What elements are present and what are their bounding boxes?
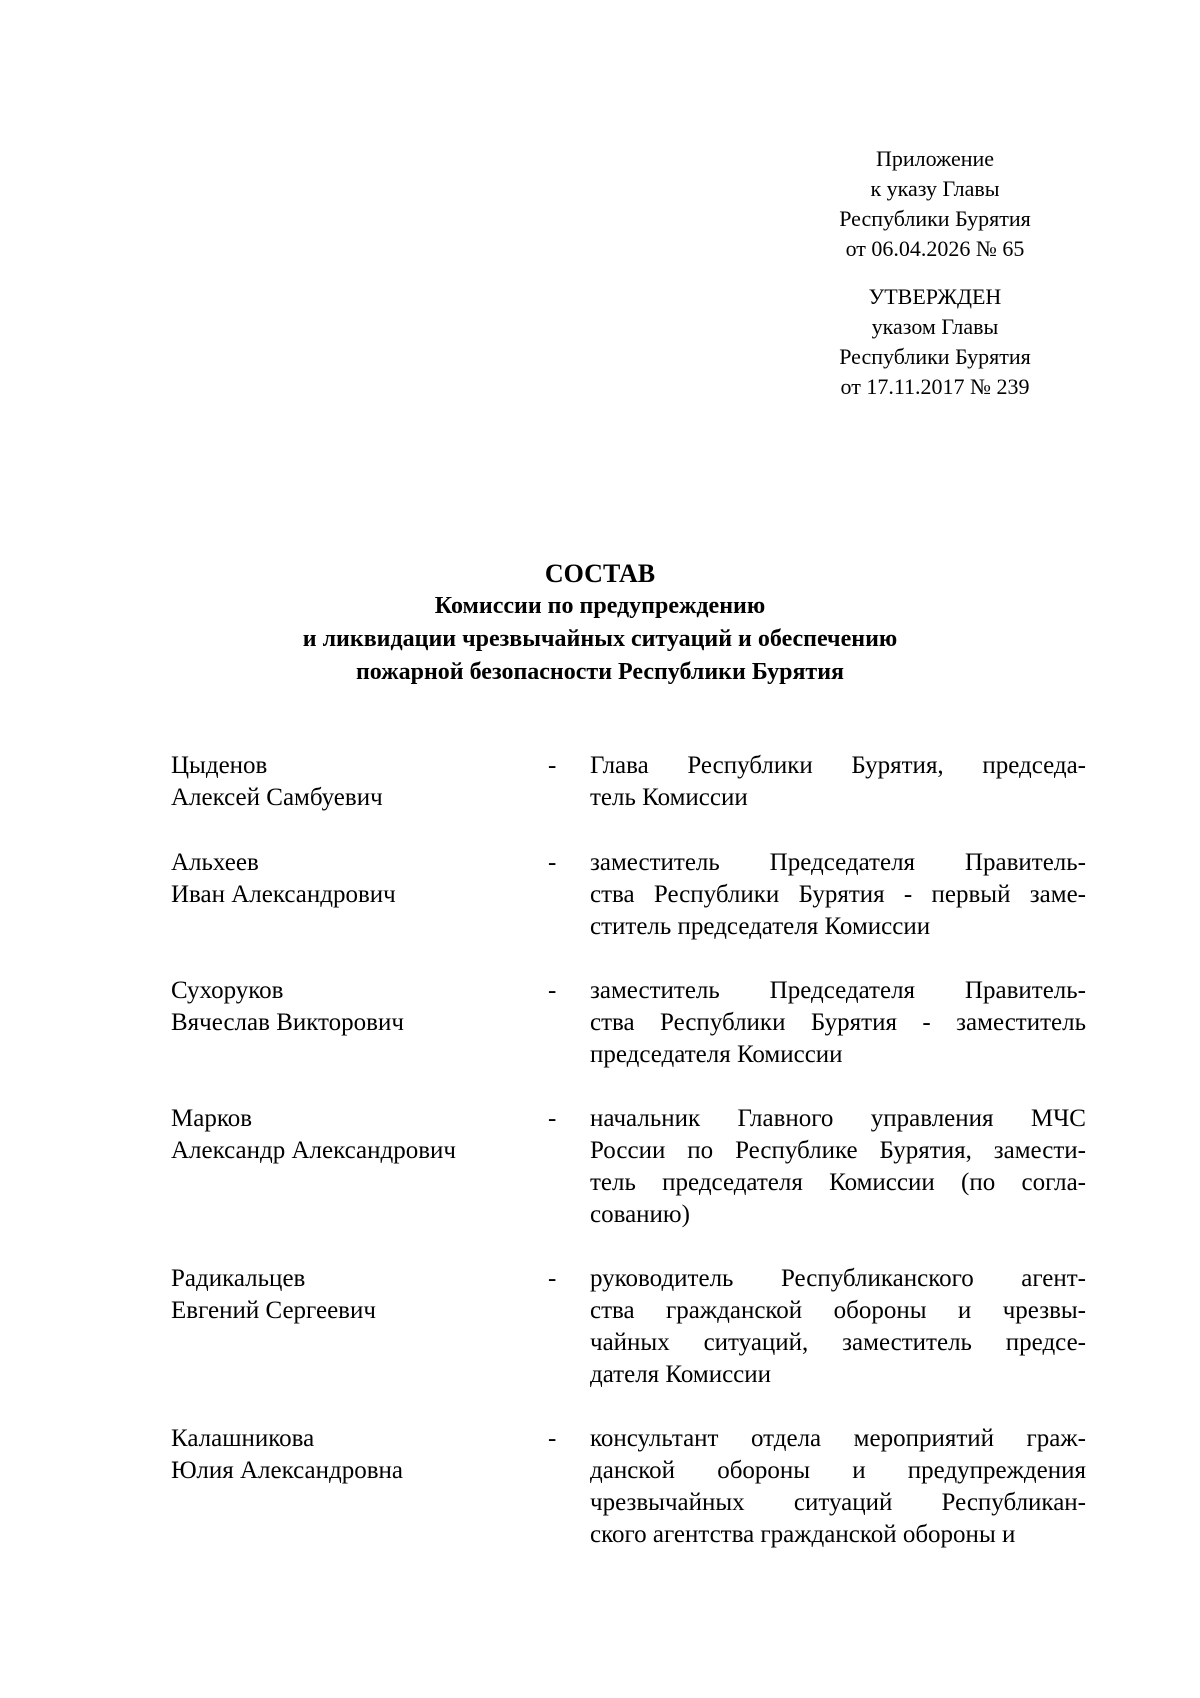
title-line: Комиссии по предупреждению	[434, 593, 766, 619]
member-role-line: сованию)	[590, 1201, 690, 1228]
approval-note	[800, 282, 1070, 402]
approval-line: УТВЕРЖДЕН	[868, 284, 1002, 309]
member-name	[171, 1103, 561, 1167]
member-role-line: Глава Республики Бурятия, председа-	[590, 752, 1086, 779]
member-role-line: ства Республики Бурятия - заместитель	[590, 1009, 1086, 1036]
document-title	[0, 557, 1200, 689]
member-role-line: чайных ситуаций, заместитель предсе-	[590, 1329, 1086, 1356]
member-surname: Альхеев	[171, 849, 259, 876]
member-given-names: Вячеслав Викторович	[171, 1009, 404, 1036]
appendix-line: Республики Бурятия	[839, 206, 1031, 231]
member-role	[590, 750, 1086, 814]
member-role-line: ститель председателя Комиссии	[590, 913, 931, 940]
member-surname: Калашникова	[171, 1425, 315, 1452]
member-role-line: консультант отдела мероприятий граж-	[590, 1425, 1086, 1452]
member-given-names: Алексей Самбуевич	[171, 784, 383, 811]
member-role-line: России по Республике Бурятия, замести-	[590, 1137, 1086, 1164]
appendix-line: к указу Главы	[870, 176, 1000, 201]
member-given-names: Иван Александрович	[171, 881, 396, 908]
member-role	[590, 1103, 1086, 1231]
member-role-line: дателя Комиссии	[590, 1361, 772, 1388]
member-name	[171, 1263, 561, 1327]
member-role-line: руководитель Республиканского агент-	[590, 1265, 1086, 1292]
member-dash: -	[548, 1425, 557, 1452]
appendix-line: Приложение	[875, 146, 995, 171]
member-role-line: председателя Комиссии	[590, 1041, 843, 1068]
member-role-line: заместитель Председателя Правитель-	[590, 977, 1086, 1004]
member-role-line: ства гражданской обороны и чрезвы-	[590, 1297, 1086, 1324]
member-given-names: Юлия Александровна	[171, 1457, 403, 1484]
title-line: и ликвидации чрезвычайных ситуаций и обеспечению	[302, 626, 898, 652]
approval-line: от 17.11.2017 № 239	[840, 374, 1030, 399]
member-role-line: тель председателя Комиссии (по согла-	[590, 1169, 1086, 1196]
member-name	[171, 750, 561, 814]
member-dash: -	[548, 1105, 557, 1132]
member-role-line: начальник Главного управления МЧС	[590, 1105, 1086, 1132]
member-role	[590, 847, 1086, 943]
member-role-line: ского агентства гражданской обороны и	[590, 1521, 1016, 1548]
member-dash: -	[548, 752, 557, 779]
title-line: пожарной безопасности Республики Бурятия	[355, 659, 845, 685]
member-surname: Сухоруков	[171, 977, 284, 1004]
member-role-line: заместитель Председателя Правитель-	[590, 849, 1086, 876]
member-surname: Радикальцев	[171, 1265, 306, 1292]
member-role-line: ства Республики Бурятия - первый заме-	[590, 881, 1086, 908]
member-role	[590, 1423, 1086, 1551]
member-name	[171, 975, 561, 1039]
approval-line: указом Главы	[871, 314, 999, 339]
member-role	[590, 975, 1086, 1071]
member-role-line: чрезвычайных ситуаций Республикан-	[590, 1489, 1086, 1516]
approval-line: Республики Бурятия	[839, 344, 1031, 369]
title-main: СОСТАВ	[544, 559, 656, 588]
member-role	[590, 1263, 1086, 1391]
member-given-names: Евгений Сергеевич	[171, 1297, 376, 1324]
member-dash: -	[548, 1265, 557, 1292]
member-surname: Цыденов	[171, 752, 268, 779]
member-role-line: тель Комиссии	[590, 784, 748, 811]
member-dash: -	[548, 977, 557, 1004]
member-name	[171, 847, 561, 911]
appendix-line: от 06.04.2026 № 65	[845, 236, 1025, 261]
member-name	[171, 1423, 561, 1487]
member-surname: Марков	[171, 1105, 253, 1132]
member-dash: -	[548, 849, 557, 876]
member-given-names: Александр Александрович	[171, 1137, 456, 1164]
member-role-line: данской обороны и предупреждения	[590, 1457, 1086, 1484]
appendix-note	[800, 144, 1070, 264]
